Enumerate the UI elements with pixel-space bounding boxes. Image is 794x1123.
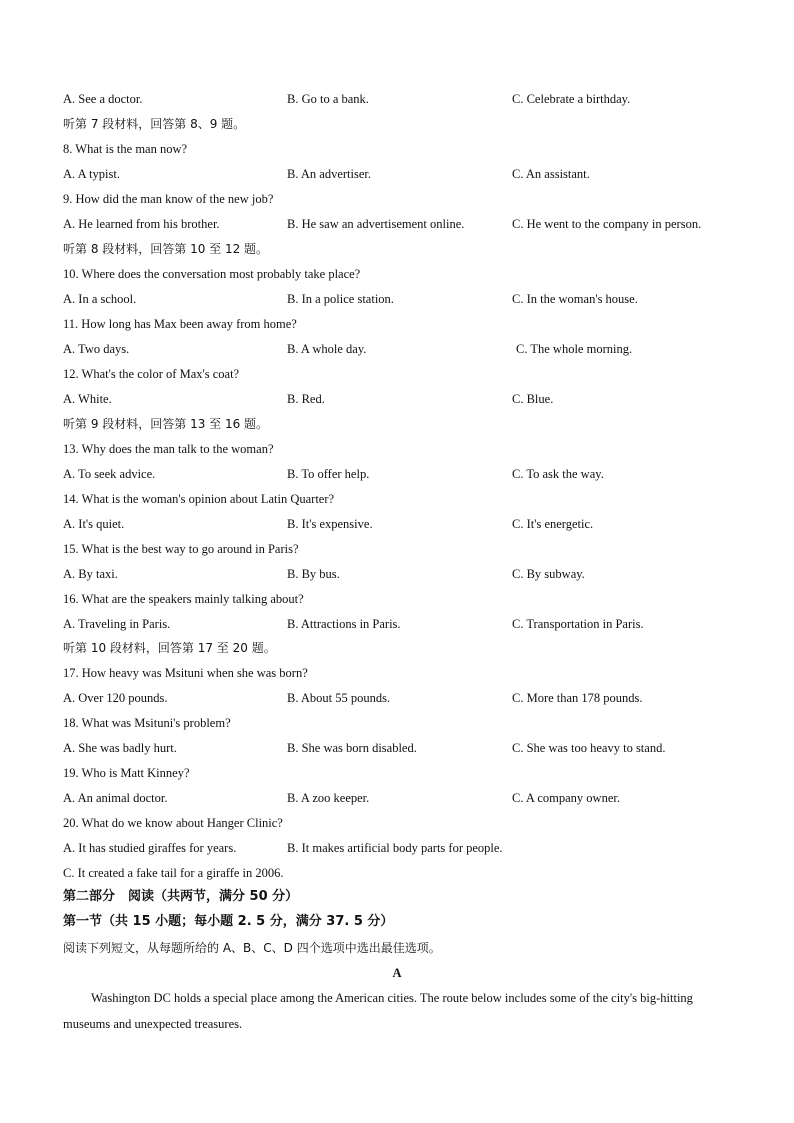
question-8: 8. What is the man now? bbox=[63, 142, 188, 156]
part2-title: 第二部分 阅读（共两节，满分 50 分） bbox=[63, 889, 299, 904]
q20-option-c: C. It created a fake tail for a giraffe in 2006. bbox=[63, 866, 284, 880]
question-18: 18. What was Msituni's problem? bbox=[63, 716, 231, 730]
section-header-8: 听第 8 段材料，回答第 10 至 12 题。 bbox=[63, 242, 269, 256]
q13-option-c: C. To ask the way. bbox=[512, 467, 604, 481]
q17-option-b: B. About 55 pounds. bbox=[287, 691, 391, 705]
q20-option-a: A. It has studied giraffes for years. bbox=[63, 841, 237, 855]
q16-option-c: C. Transportation in Paris. bbox=[512, 617, 644, 631]
q19-option-c: C. A company owner. bbox=[512, 791, 620, 805]
question-20: 20. What do we know about Hanger Clinic? bbox=[63, 816, 283, 830]
q11-option-c: C. The whole morning. bbox=[516, 342, 633, 356]
q8-option-c: C. An assistant. bbox=[512, 167, 590, 181]
q18-option-a: A. She was badly hurt. bbox=[63, 741, 177, 755]
q17-option-a: A. Over 120 pounds. bbox=[63, 691, 168, 705]
question-16: 16. What are the speakers mainly talking about? bbox=[63, 592, 304, 606]
q9-option-a: A. He learned from his brother. bbox=[63, 217, 220, 231]
q14-option-a: A. It's quiet. bbox=[63, 517, 125, 531]
q15-option-a: A. By taxi. bbox=[63, 567, 118, 581]
q12-option-c: C. Blue. bbox=[512, 392, 554, 406]
part2-section1-title: 第一节（共 15 小题；每小题 2. 5 分，满分 37. 5 分） bbox=[63, 914, 394, 929]
q14-option-c: C. It's energetic. bbox=[512, 517, 594, 531]
q18-option-b: B. She was born disabled. bbox=[287, 741, 417, 755]
q11-option-a: A. Two days. bbox=[63, 342, 130, 356]
q15-option-b: B. By bus. bbox=[287, 567, 340, 581]
section-header-10: 听第 10 段材料，回答第 17 至 20 题。 bbox=[63, 641, 276, 655]
q19-option-a: A. An animal doctor. bbox=[63, 791, 168, 805]
q14-option-b: B. It's expensive. bbox=[287, 517, 373, 531]
question-12: 12. What's the color of Max's coat? bbox=[63, 367, 240, 381]
q19-option-b: B. A zoo keeper. bbox=[287, 791, 370, 805]
q8-option-b: B. An advertiser. bbox=[287, 167, 372, 181]
q7-option-a: A. See a doctor. bbox=[63, 92, 143, 106]
question-11: 11. How long has Max been away from home? bbox=[63, 317, 297, 331]
question-15: 15. What is the best way to go around in Paris? bbox=[63, 542, 299, 556]
q18-option-c: C. She was too heavy to stand. bbox=[512, 741, 666, 755]
q12-option-b: B. Red. bbox=[287, 392, 325, 406]
q7-option-b: B. Go to a bank. bbox=[287, 92, 369, 106]
q16-option-b: B. Attractions in Paris. bbox=[287, 617, 401, 631]
q8-option-a: A. A typist. bbox=[63, 167, 120, 181]
q17-option-c: C. More than 178 pounds. bbox=[512, 691, 643, 705]
q9-option-c: C. He went to the company in person. bbox=[512, 217, 702, 231]
q7-option-c: C. Celebrate a birthday. bbox=[512, 92, 631, 106]
q20-option-b: B. It makes artificial body parts for people. bbox=[287, 841, 503, 855]
q10-option-b: B. In a police station. bbox=[287, 292, 394, 306]
q12-option-a: A. White. bbox=[63, 392, 112, 406]
question-9: 9. How did the man know of the new job? bbox=[63, 192, 274, 206]
question-17: 17. How heavy was Msituni when she was born? bbox=[63, 666, 308, 680]
question-10: 10. Where does the conversation most probably take place? bbox=[63, 267, 361, 281]
part2-instructions: 阅读下列短文，从每题所给的 A、B、C、D 四个选项中选出最佳选项。 bbox=[63, 941, 441, 955]
question-13: 13. Why does the man talk to the woman? bbox=[63, 442, 274, 456]
q10-option-a: A. In a school. bbox=[63, 292, 137, 306]
section-header-7: 听第 7 段材料，回答第 8、9 题。 bbox=[63, 117, 246, 131]
q13-option-a: A. To seek advice. bbox=[63, 467, 156, 481]
q10-option-c: C. In the woman's house. bbox=[512, 292, 638, 306]
section-header-9: 听第 9 段材料，回答第 13 至 16 题。 bbox=[63, 417, 269, 431]
q16-option-a: A. Traveling in Paris. bbox=[63, 617, 171, 631]
question-19: 19. Who is Matt Kinney? bbox=[63, 766, 190, 780]
passage-paragraph: Washington DC holds a special place among the American cities. The route below includes some of the city's big-hitting museums and unexpected treasures. bbox=[63, 991, 693, 1031]
q13-option-b: B. To offer help. bbox=[287, 467, 370, 481]
q9-option-b: B. He saw an advertisement online. bbox=[287, 217, 465, 231]
q15-option-c: C. By subway. bbox=[512, 567, 585, 581]
question-14: 14. What is the woman's opinion about Latin Quarter? bbox=[63, 492, 335, 506]
q11-option-b: B. A whole day. bbox=[287, 342, 367, 356]
passage-label: A bbox=[392, 966, 402, 980]
